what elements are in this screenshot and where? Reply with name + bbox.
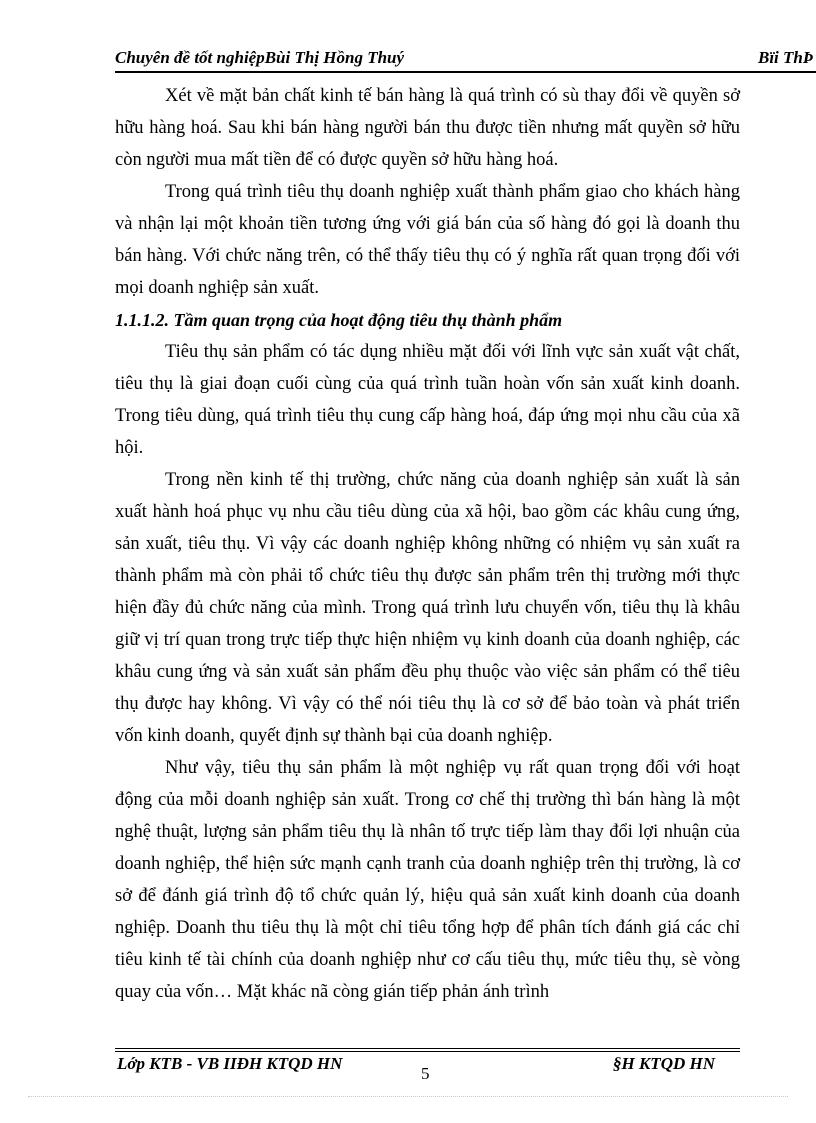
paragraph-4: Trong nền kinh tế thị trường, chức năng của doanh nghiệp sản xuất là sản xuất hành hoá phục vụ nhu cầu tiêu dùng của xã hội, bao gồm các khâu cung ứng, sản xuất, tiêu thụ. Vì vậy các doanh nghiệp không những có nhiệm vụ sản xuất ra thành phẩm mà còn phải tổ chức tiêu thụ được sản phẩm trên thị trường mới thực hiện đầy đủ chức năng của mình. Trong quá trình lưu chuyển vốn, tiêu thụ là khâu giữ vị trí quan trong trực tiếp thực hiện nhiệm vụ kinh doanh của doanh nghiệp, các khâu cung ứng và sản xuất sản phẩm đều phụ thuộc vào việc sản phẩm có thể tiêu thụ được hay không. Vì vậy có thể nói tiêu thụ là cơ sở để bảo toàn và phát triển vốn kinh doanh, quyết định sự thành bại của doanh nghiệp. — [115, 470, 740, 746]
header-author: Bïi ThÞ — [758, 48, 814, 67]
footer-class: Lớp KTB - VB IIĐH KTQD HN — [117, 1054, 343, 1073]
paragraph-2: Trong quá trình tiêu thụ doanh nghiệp xuất thành phẩm giao cho khách hàng và nhận lại một khoản tiền tương ứng với giá bán của số hàng đó gọi là doanh thu bán hàng. Với chức năng trên, có thể thấy tiêu thụ có ý nghĩa rất quan trọng đối với mọi doanh nghiệp sản xuất. — [115, 182, 740, 298]
paragraph-5: Như vậy, tiêu thụ sản phẩm là một nghiệp vụ rất quan trọng đối với hoạt động của mỗi doanh nghiệp sản xuất. Trong cơ chế thị trường thì bán hàng là một nghệ thuật, lượng sản phẩm tiêu thụ là nhân tố trực tiếp làm thay đổi lợi nhuận của doanh nghiệp, thể hiện sức mạnh cạnh tranh của doanh nghiệp trên thị trường, là cơ sở để đánh giá trình độ tổ chức quản lý, hiệu quả sản xuất kinh doanh của doanh nghiệp. Doanh thu tiêu thụ là một chỉ tiêu tổng hợp để phân tích đánh giá các chỉ tiêu kinh tế tài chính của doanh nghiệp như cơ cấu tiêu thụ, mức tiêu thụ, sè vòng quay của vốn… Mặt khác nã còng gián tiếp phản ánh trình — [115, 758, 740, 1002]
section-heading: 1.1.1.2. Tầm quan trọng của hoạt động tiêu thụ thành phẩm — [115, 310, 563, 330]
header-title: Chuyên đề tốt nghiệpBùi Thị Hồng Thuý — [115, 48, 405, 67]
header-divider — [115, 71, 816, 73]
page-break-line — [28, 1096, 788, 1097]
footer-divider-bottom — [115, 1051, 740, 1052]
document-body — [115, 80, 740, 1008]
page-number: 5 — [421, 1064, 430, 1083]
paragraph-3: Tiêu thụ sản phẩm có tác dụng nhiều mặt đối với lĩnh vực sản xuất vật chất, tiêu thụ là giai đoạn cuối cùng của quá trình tuần hoàn vốn sản xuất kinh doanh. Trong tiêu dùng, quá trình tiêu thụ cung cấp hàng hoá, đáp ứng mọi nhu cầu của xã hội. — [115, 342, 740, 458]
page-header — [115, 48, 816, 72]
footer-divider-top — [115, 1048, 740, 1049]
paragraph-1: Xét về mặt bản chất kinh tế bán hàng là quá trình có sù thay đổi về quyền sở hữu hàng hoá. Sau khi bán hàng người bán thu được tiền nhưng mất quyền sở hữu còn người mua mất tiền để có được quyền sở hữu hàng hoá. — [115, 86, 740, 170]
footer-school: §H KTQD HN — [613, 1054, 715, 1073]
